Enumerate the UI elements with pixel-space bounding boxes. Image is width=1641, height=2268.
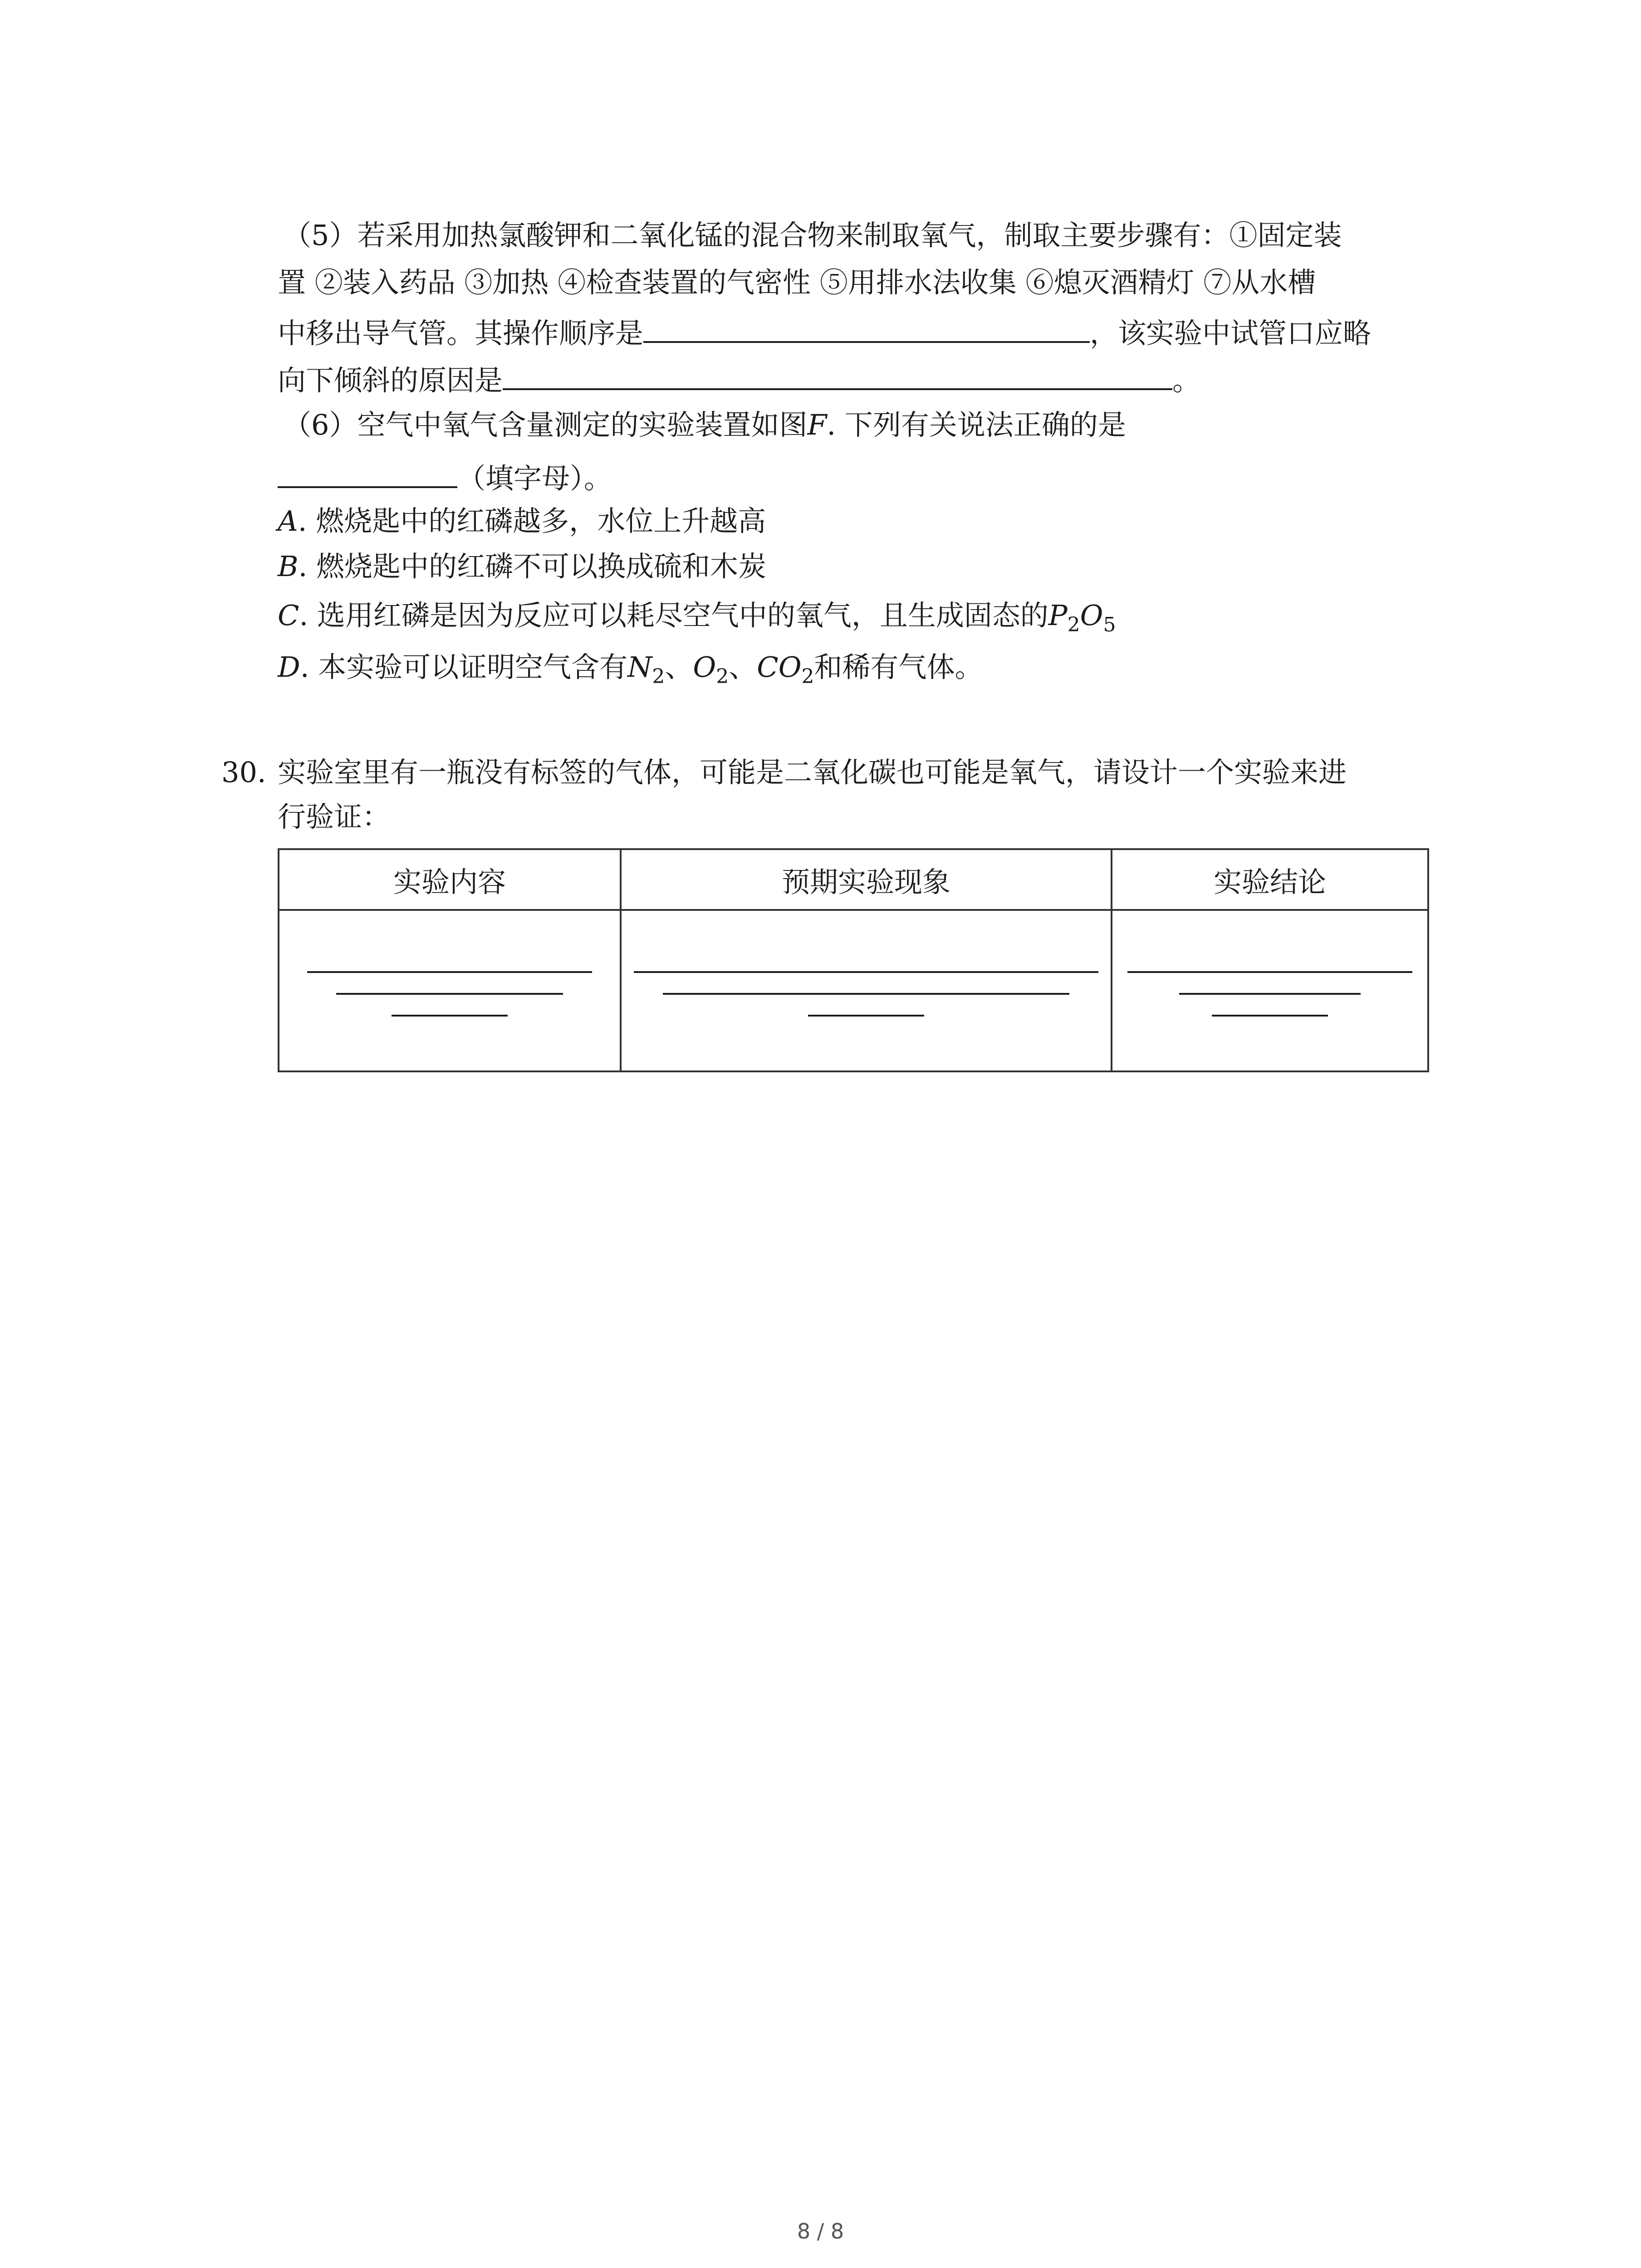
formula-o-sub: 5 [1103, 613, 1116, 636]
q29-part6-stem [283, 408, 1126, 441]
answer-blank[interactable] [307, 971, 592, 973]
q29-part5-line2: 置 ②装入药品 ③加热 ④检查装置的气密性 ⑤用排水法收集 ⑥熄灭酒精灯 ⑦从水槽 [278, 266, 1316, 299]
table-header-cell: 实验结论 [1112, 849, 1428, 910]
fill-hint: （填字母）。 [457, 462, 612, 495]
table-row [279, 910, 1428, 1071]
q29-part5-line4-text: 向下倾斜的原因是 [278, 364, 503, 397]
answer-blank[interactable] [336, 993, 563, 995]
question-number: 30. [221, 756, 266, 789]
page-number: 8 / 8 [797, 2219, 844, 2244]
option-a-label: A [278, 504, 298, 538]
formula-o: O [1080, 599, 1103, 632]
formula-n: N [627, 650, 652, 684]
separator: 、 [729, 650, 757, 684]
q29-part5-line3-tail: ，该实验中试管口应略 [1090, 317, 1372, 350]
figure-label: F [807, 408, 827, 441]
q29-part5-line3-text: 中移出导气管。其操作顺序是 [278, 317, 644, 350]
option-a [278, 504, 766, 538]
separator: 、 [665, 650, 693, 684]
formula-n-sub: 2 [652, 665, 665, 688]
q29-part6-fill-line [278, 461, 612, 493]
option-b-label: B [278, 550, 299, 583]
option-d-tail: 和稀有气体。 [814, 650, 983, 684]
table-header-cell: 预期实验现象 [621, 849, 1112, 910]
q30-stem-line2: 行验证： [278, 800, 391, 833]
option-b [278, 552, 766, 581]
formula-o2: O [693, 650, 716, 684]
option-b-text: . 燃烧匙中的红磷不可以换成硫和木炭 [298, 550, 766, 583]
formula-co-sub: 2 [801, 665, 814, 688]
q29-part5-line3 [278, 316, 1372, 350]
option-d-label: D [278, 650, 300, 684]
experiment-table [278, 848, 1429, 1072]
table-header-cell: 实验内容 [279, 849, 621, 910]
answer-blank[interactable] [634, 971, 1098, 973]
answer-blank[interactable] [1127, 971, 1412, 973]
q30-text: 实验室里有一瓶没有标签的气体，可能是二氧化碳也可能是氧气，请设计一个实验来进 [278, 756, 1347, 789]
answer-cell-content[interactable] [279, 910, 621, 1071]
q29-part5-line4-tail: 。 [1172, 364, 1201, 397]
q29-part5-line4 [278, 363, 1200, 395]
q30-stem-line1 [221, 758, 1347, 787]
answer-blank[interactable] [808, 1015, 924, 1017]
option-a-text: . 燃烧匙中的红磷越多，水位上升越高 [298, 504, 766, 538]
answer-cell-conclusion[interactable] [1112, 910, 1428, 1071]
answer-blank[interactable] [663, 993, 1069, 995]
answer-blank-order[interactable] [643, 316, 1090, 343]
option-d-text: . 本实验可以证明空气含有 [300, 650, 628, 684]
option-d [278, 650, 983, 688]
option-c [278, 599, 1116, 636]
answer-cell-phenomenon[interactable] [621, 910, 1112, 1071]
option-c-text: . 选用红磷是因为反应可以耗尽空气中的氧气，且生成固态的 [299, 599, 1048, 632]
formula-o2-sub: 2 [716, 665, 729, 688]
formula-p: P [1048, 599, 1068, 632]
answer-blank-choice[interactable] [278, 461, 457, 488]
formula-p-sub: 2 [1067, 613, 1080, 636]
answer-blank-reason[interactable] [503, 363, 1172, 390]
q29-part6-stem-tail: . 下列有关说法正确的是 [827, 408, 1126, 441]
option-c-label: C [278, 599, 299, 632]
answer-blank[interactable] [1212, 1015, 1328, 1017]
q29-part5-line1: （5）若采用加热氯酸钾和二氧化锰的混合物来制取氧气，制取主要步骤有：①固定装 [283, 219, 1342, 252]
answer-blank[interactable] [1179, 993, 1361, 995]
table-header-row [279, 849, 1428, 910]
q29-part6-stem-text: （6）空气中氧气含量测定的实验装置如图 [283, 408, 808, 441]
formula-co: CO [757, 650, 802, 684]
answer-blank[interactable] [392, 1015, 508, 1017]
